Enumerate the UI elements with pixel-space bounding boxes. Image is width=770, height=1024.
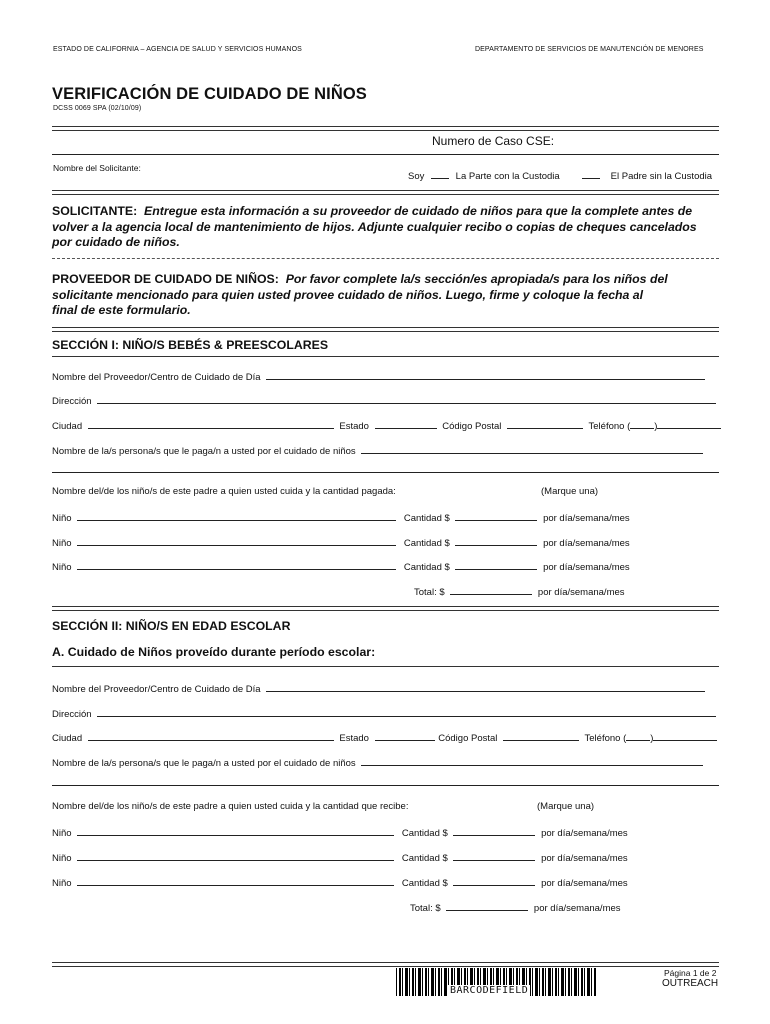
s1-state-field[interactable] (375, 419, 437, 429)
applicant-instructions: SOLICITANTE: Entregue esta información a su proveedor de cuidado de niños para que la complete antes de volver a la agencia local de mantenimiento de hijos. Adjunte cualquier recibo o copias de cheques cancelados por cuidado de niños. (52, 204, 697, 249)
s2-total-field[interactable] (446, 901, 528, 911)
page-number: Página 1 de 2 (664, 968, 717, 978)
s2-child1-field[interactable] (77, 826, 394, 836)
provider-instructions: PROVEEDOR DE CUIDADO DE NIÑOS: Por favor complete la/s sección/es apropiada/s para los niños del solicitante mencionado para quien usted provee cuidado de niños. Luego, firme y coloque la fecha al final de este formulario. (52, 272, 668, 317)
s1-total-period-label: por día/semana/mes (537, 587, 625, 598)
form-code: DCSS 0069 SPA (02/10/09) (53, 105, 142, 112)
s1-payer-field-2[interactable] (52, 472, 719, 473)
s2-payer-field[interactable] (361, 756, 703, 766)
applicant-name-label: Nombre del Solicitante: (53, 163, 141, 173)
s2-child3-field[interactable] (77, 876, 394, 886)
s2-payer-field-2[interactable] (52, 785, 719, 786)
s2-total-label: Total: $ (410, 903, 441, 914)
s2-amount1-label: Cantidad $ (401, 828, 448, 839)
s1-provider-field[interactable] (266, 370, 705, 380)
s2-child3-label: Niño (52, 878, 72, 889)
s2-amount3-field[interactable] (453, 876, 535, 886)
s2-child2-label: Niño (52, 853, 72, 864)
s2-period3-label: por día/semana/mes (541, 878, 628, 889)
s1-child2-field[interactable] (77, 536, 396, 546)
s2-state-field[interactable] (375, 731, 435, 741)
s2-child1-label: Niño (52, 828, 72, 839)
s1-provider-label: Nombre del Proveedor/Centro de Cuidado de Día (52, 372, 261, 383)
custodial-label: La Parte con la Custodia (455, 171, 560, 182)
soy-label: Soy (408, 171, 425, 182)
s1-zip-label: Código Postal (442, 421, 502, 432)
s2-address-label: Dirección (52, 709, 92, 720)
barcode-text: BARCODEFIELD (450, 985, 529, 996)
s1-address-field[interactable] (97, 394, 716, 404)
s1-area-code-field[interactable] (630, 419, 654, 429)
s2-phone-label: Teléfono ( (584, 733, 627, 744)
s2-provider-field[interactable] (266, 682, 705, 692)
section2-title: SECCIÓN II: NIÑO/S EN EDAD ESCOLAR (52, 619, 291, 633)
s2-phone-close: ) (650, 733, 654, 744)
s1-period3-label: por día/semana/mes (543, 562, 630, 573)
agency-header: ESTADO DE CALIFORNIA – AGENCIA DE SALUD Y SERVICIOS HUMANOS (53, 46, 302, 53)
section2-subtitle: A. Cuidado de Niños proveído durante período escolar: (52, 645, 376, 659)
divider (52, 356, 719, 357)
s2-provider-label: Nombre del Proveedor/Centro de Cuidado de Día (52, 684, 261, 695)
s1-phone-close: ) (654, 421, 658, 432)
divider (52, 154, 719, 155)
outreach-label: OUTREACH (662, 978, 719, 989)
noncustodial-label: El Padre sin la Custodia (610, 171, 713, 182)
divider (52, 190, 719, 195)
s2-amount1-field[interactable] (453, 826, 535, 836)
s1-amount2-label: Cantidad $ (403, 538, 450, 549)
s1-zip-field[interactable] (507, 419, 583, 429)
page-title: VERIFICACIÓN DE CUIDADO DE NIÑOS (52, 85, 367, 103)
custodial-checkbox[interactable] (431, 169, 449, 179)
s1-amount2-field[interactable] (455, 536, 537, 546)
case-number-label: Numero de Caso CSE: (432, 134, 555, 148)
divider (52, 327, 719, 332)
s2-children-label: Nombre del/de los niño/s de este padre a quien usted cuida y la cantidad que recibe: (52, 801, 409, 812)
s2-total-period-label: por día/semana/mes (533, 903, 621, 914)
divider (52, 666, 719, 667)
s1-payer-label: Nombre de la/s persona/s que le paga/n a usted por el cuidado de niños (52, 446, 356, 457)
s1-period2-label: por día/semana/mes (543, 538, 630, 549)
s1-payer-field[interactable] (361, 444, 703, 454)
s2-city-label: Ciudad (52, 733, 83, 744)
s2-mark-label: (Marque una) (537, 801, 595, 812)
s1-total-field[interactable] (450, 585, 532, 595)
s1-amount3-field[interactable] (455, 560, 537, 570)
s1-mark-label: (Marque una) (541, 486, 599, 497)
s2-zip-field[interactable] (503, 731, 579, 741)
s1-phone-label: Teléfono ( (588, 421, 631, 432)
divider (52, 126, 719, 131)
s2-area-code-field[interactable] (626, 731, 650, 741)
s2-state-label: Estado (339, 733, 369, 744)
s1-state-label: Estado (339, 421, 369, 432)
divider (52, 962, 719, 967)
s1-amount3-label: Cantidad $ (403, 562, 450, 573)
s2-amount2-field[interactable] (453, 851, 535, 861)
s2-amount2-label: Cantidad $ (401, 853, 448, 864)
s2-amount3-label: Cantidad $ (401, 878, 448, 889)
s1-children-label: Nombre del/de los niño/s de este padre a quien usted cuida y la cantidad pagada: (52, 486, 396, 497)
s1-address-label: Dirección (52, 396, 92, 407)
s1-phone-field[interactable] (657, 419, 721, 429)
s1-city-field[interactable] (88, 419, 334, 429)
s1-child1-field[interactable] (77, 511, 396, 521)
divider (52, 258, 719, 259)
s1-child3-label: Niño (52, 562, 72, 573)
s2-city-field[interactable] (88, 731, 334, 741)
s2-payer-label: Nombre de la/s persona/s que le paga/n a usted por el cuidado de niños (52, 758, 356, 769)
divider (52, 606, 719, 611)
s1-child3-field[interactable] (77, 560, 396, 570)
s2-child2-field[interactable] (77, 851, 394, 861)
s2-address-field[interactable] (97, 707, 716, 717)
s1-total-label: Total: $ (414, 587, 445, 598)
s2-zip-label: Código Postal (438, 733, 498, 744)
s1-child1-label: Niño (52, 513, 72, 524)
s1-period1-label: por día/semana/mes (543, 513, 630, 524)
section1-title: SECCIÓN I: NIÑO/S BEBÉS & PREESCOLARES (52, 338, 329, 352)
s1-amount1-field[interactable] (455, 511, 537, 521)
s2-period1-label: por día/semana/mes (541, 828, 628, 839)
s2-period2-label: por día/semana/mes (541, 853, 628, 864)
s1-city-label: Ciudad (52, 421, 83, 432)
noncustodial-checkbox[interactable] (582, 169, 600, 179)
s1-child2-label: Niño (52, 538, 72, 549)
s1-amount1-label: Cantidad $ (403, 513, 450, 524)
s2-phone-field[interactable] (653, 731, 717, 741)
department-header: DEPARTAMENTO DE SERVICIOS DE MANUTENCIÓN DE MENORES (475, 46, 704, 53)
